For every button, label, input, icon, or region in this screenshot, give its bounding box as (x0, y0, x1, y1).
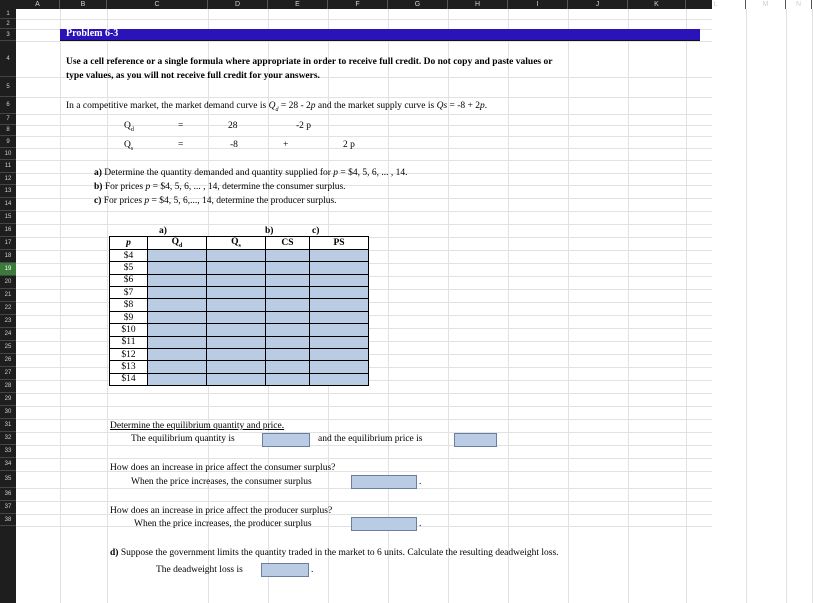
row-header-17[interactable]: 17 (0, 237, 16, 250)
row-header-21[interactable]: 21 (0, 289, 16, 302)
row-header-16[interactable]: 16 (0, 224, 16, 237)
column-header-g[interactable]: G (388, 0, 448, 9)
ps-input-cell[interactable] (310, 299, 369, 311)
qd-intercept-cell[interactable]: 28 (228, 121, 238, 131)
qd-symbol: $Q_d$ (124, 121, 134, 133)
row-header-29[interactable]: 29 (0, 393, 16, 406)
row-header-18[interactable]: 18 (0, 250, 16, 263)
grid-row-line (16, 97, 712, 98)
equilibrium-price-text: and the equilibrium price is (318, 434, 423, 444)
equilibrium-quantity-text: The equilibrium quantity is (131, 434, 235, 444)
column-header-d[interactable]: D (208, 0, 268, 9)
column-header-m[interactable]: M (746, 0, 786, 9)
grid-row-line (16, 445, 712, 446)
qs-input-cell[interactable] (207, 336, 266, 348)
dwl-text: The deadweight loss is (156, 565, 243, 575)
qd-input-cell[interactable] (148, 262, 207, 274)
intro-text-b: = 28 - 2 (278, 101, 311, 111)
price-cell[interactable]: $10 (110, 324, 148, 336)
row-header-bar (0, 9, 16, 603)
row-header-22[interactable]: 22 (0, 302, 16, 315)
table-row (110, 249, 369, 261)
grid-row-line (16, 458, 712, 459)
dwl-period: . (311, 565, 314, 575)
row-header-15[interactable]: 15 (0, 211, 16, 224)
row-header-37[interactable]: 37 (0, 501, 16, 514)
grid-row-line (16, 41, 712, 42)
header-qs: $Q_s$ (207, 237, 266, 250)
row-header-1[interactable]: 1 (0, 9, 16, 19)
header-ps: PS (310, 237, 369, 250)
grid-row-line (16, 224, 712, 225)
row-header-5[interactable]: 5 (0, 77, 16, 97)
price-cell[interactable]: $12 (110, 349, 148, 361)
intro-qs: Qs (436, 101, 448, 111)
ps-input-cell[interactable] (310, 373, 369, 385)
row-header-6[interactable]: 6 (0, 97, 16, 114)
grid-row-line (16, 148, 712, 149)
qd-slope-cell[interactable]: -2 p (296, 121, 312, 131)
qd-input-cell[interactable] (148, 311, 207, 323)
row-header-2[interactable]: 2 (0, 19, 16, 29)
qs-input-cell[interactable] (207, 324, 266, 336)
ps-input-cell[interactable] (310, 311, 369, 323)
qs-input-cell[interactable] (207, 274, 266, 286)
ps-input-cell[interactable] (310, 336, 369, 348)
problem-title: Problem 6-3 (66, 28, 119, 39)
table-row (110, 373, 369, 385)
qs-input-cell[interactable] (207, 287, 266, 299)
ps-input-cell[interactable] (310, 324, 369, 336)
cs-input-cell[interactable] (266, 274, 310, 286)
cs-input-cell[interactable] (266, 262, 310, 274)
row-header-14[interactable]: 14 (0, 198, 16, 211)
ps-answer-input[interactable] (351, 517, 417, 531)
intro-p1: p (310, 101, 316, 111)
instructions-line-1: Use a cell reference or a single formula where appropriate in order to receive full credit. Do not copy and paste values or (66, 57, 553, 67)
cs-input-cell[interactable] (266, 249, 310, 261)
title-bar (60, 29, 700, 41)
grid-row-line (16, 114, 712, 115)
price-cell[interactable]: $8 (110, 299, 148, 311)
qd-input-cell[interactable] (148, 336, 207, 348)
column-header-c[interactable]: C (107, 0, 208, 9)
intro-text-e: . (484, 101, 488, 111)
column-header-j[interactable]: J (568, 0, 628, 9)
ps-input-cell[interactable] (310, 287, 369, 299)
row-header-38[interactable]: 38 (0, 514, 16, 526)
cs-input-cell[interactable] (266, 299, 310, 311)
table-row (110, 311, 369, 323)
intro-qd-sub: d (275, 106, 279, 113)
grid-row-line (16, 406, 712, 407)
row-header-33[interactable]: 33 (0, 445, 16, 458)
qs-equals: = (178, 140, 184, 150)
qd-input-cell[interactable] (148, 324, 207, 336)
grid-row-line (16, 136, 712, 137)
dwl-input[interactable] (261, 563, 309, 577)
table-row (110, 324, 369, 336)
row-header-12[interactable]: 12 (0, 173, 16, 185)
qd-input-cell[interactable] (148, 287, 207, 299)
intro-text-d: = -8 + 2 (447, 101, 481, 111)
price-cell[interactable]: $5 (110, 262, 148, 274)
row-header-19[interactable]: 19 (0, 263, 16, 276)
grid-row-line (16, 211, 712, 212)
price-cell[interactable]: $7 (110, 287, 148, 299)
ps-period: . (419, 519, 422, 529)
qs-intercept-cell[interactable]: -8 (230, 140, 238, 150)
ps-input-cell[interactable] (310, 349, 369, 361)
qs-input-cell[interactable] (207, 349, 266, 361)
qd-equals: = (178, 121, 184, 131)
row-header-10[interactable]: 10 (0, 148, 16, 160)
equilibrium-price-input[interactable] (454, 433, 497, 447)
header-p: p (110, 237, 148, 250)
cs-input-cell[interactable] (266, 361, 310, 373)
grid-row-line (16, 125, 712, 126)
price-cell[interactable]: $14 (110, 373, 148, 385)
group-label-b: b) (265, 226, 274, 236)
grid-row-line (16, 393, 712, 394)
row-header-31[interactable]: 31 (0, 419, 16, 432)
column-header-n[interactable]: N (786, 0, 812, 9)
cs-question: How does an increase in price affect the consumer surplus? (110, 463, 336, 473)
grid-row-line (16, 501, 712, 502)
cs-answer-input[interactable] (351, 475, 417, 489)
grid-column-line (746, 9, 747, 603)
table-row (110, 349, 369, 361)
cs-input-cell[interactable] (266, 373, 310, 385)
intro-p2: p (480, 101, 485, 111)
qs-symbol: $Q_s$ (124, 140, 134, 152)
price-cell[interactable]: $13 (110, 361, 148, 373)
row-header-20[interactable]: 20 (0, 276, 16, 289)
table-row (110, 274, 369, 286)
equilibrium-quantity-input[interactable] (262, 433, 310, 447)
group-label-a: a) (159, 226, 167, 236)
column-header-h[interactable]: H (448, 0, 508, 9)
row-header-7[interactable]: 7 (0, 114, 16, 125)
price-cell[interactable]: $11 (110, 336, 148, 348)
qs-input-cell[interactable] (207, 361, 266, 373)
intro-line (66, 101, 487, 113)
row-header-27[interactable]: 27 (0, 367, 16, 380)
group-label-c: c) (312, 226, 320, 236)
qd-input-cell[interactable] (148, 299, 207, 311)
row-header-8[interactable]: 8 (0, 125, 16, 136)
intro-text-c: and the market supply curve is (315, 101, 437, 111)
column-header-i[interactable]: I (508, 0, 568, 9)
table-row (110, 336, 369, 348)
row-header-13[interactable]: 13 (0, 185, 16, 198)
qd-input-cell[interactable] (148, 373, 207, 385)
grid-row-line (16, 19, 712, 20)
cs-answer-text: When the price increases, the consumer surplus (131, 477, 312, 487)
qs-input-cell[interactable] (207, 299, 266, 311)
row-header-34[interactable]: 34 (0, 458, 16, 471)
cs-period: . (419, 477, 422, 487)
cs-input-cell[interactable] (266, 324, 310, 336)
row-header-36[interactable]: 36 (0, 488, 16, 501)
header-qd: $Q_d$ (148, 237, 207, 250)
question-a: a) Determine the quantity demanded and quantity supplied for p = $4, 5, 6, ... , 14. (94, 168, 408, 178)
ps-input-cell[interactable] (310, 361, 369, 373)
qs-input-cell[interactable] (207, 262, 266, 274)
intro-qd: Q (268, 101, 276, 111)
row-header-3[interactable]: 3 (0, 29, 16, 41)
ps-input-cell[interactable] (310, 249, 369, 261)
grid-row-line (16, 432, 712, 433)
column-header-a[interactable]: A (16, 0, 60, 9)
cs-input-cell[interactable] (266, 311, 310, 323)
ps-question: How does an increase in price affect the producer surplus? (110, 506, 333, 516)
qs-slope-cell[interactable]: 2 p (343, 140, 355, 150)
column-header-l[interactable]: L (686, 0, 746, 9)
question-d: d) Suppose the government limits the quantity traded in the market to 6 units. Calculate the resulting deadweight loss. (110, 548, 559, 558)
cs-input-cell[interactable] (266, 287, 310, 299)
question-c: c) For prices p = $4, 5, 6,..., 14, determine the producer surplus. (94, 196, 337, 206)
header-cs: CS (266, 237, 310, 250)
cs-input-cell[interactable] (266, 336, 310, 348)
ps-answer-text: When the price increases, the producer surplus (134, 519, 312, 529)
row-header-23[interactable]: 23 (0, 315, 16, 328)
row-header-26[interactable]: 26 (0, 354, 16, 367)
qd-input-cell[interactable] (148, 361, 207, 373)
surplus-table (109, 236, 369, 386)
price-cell[interactable]: $4 (110, 249, 148, 261)
row-header-32[interactable]: 32 (0, 432, 16, 445)
price-cell[interactable]: $9 (110, 311, 148, 323)
qd-input-cell[interactable] (148, 349, 207, 361)
qs-input-cell[interactable] (207, 373, 266, 385)
qd-input-cell[interactable] (148, 249, 207, 261)
row-header-28[interactable]: 28 (0, 380, 16, 393)
row-header-4[interactable]: 4 (0, 41, 16, 77)
table-row (110, 287, 369, 299)
ps-input-cell[interactable] (310, 274, 369, 286)
table-row (110, 361, 369, 373)
qs-input-cell[interactable] (207, 311, 266, 323)
equilibrium-heading: Determine the equilibrium quantity and price. (110, 421, 285, 431)
cs-input-cell[interactable] (266, 349, 310, 361)
table-row (110, 262, 369, 274)
instructions-line-2: type values, as you will not receive full credit for your answers. (66, 71, 320, 81)
grid-column-line (786, 9, 787, 603)
grid-row-line (16, 419, 712, 420)
column-header-bar (0, 0, 802, 9)
row-header-30[interactable]: 30 (0, 406, 16, 419)
qd-input-cell[interactable] (148, 274, 207, 286)
table-header-row (110, 237, 369, 250)
row-header-24[interactable]: 24 (0, 328, 16, 341)
qs-plus: + (283, 140, 289, 150)
qs-input-cell[interactable] (207, 249, 266, 261)
price-cell[interactable]: $6 (110, 274, 148, 286)
row-header-35[interactable]: 35 (0, 471, 16, 488)
row-header-25[interactable]: 25 (0, 341, 16, 354)
question-b: b) For prices p = $4, 5, 6, ... , 14, determine the consumer surplus. (94, 182, 346, 192)
row-header-9[interactable]: 9 (0, 136, 16, 148)
column-header-e[interactable]: E (268, 0, 328, 9)
intro-text-a: In a competitive market, the market demand curve is (66, 101, 269, 111)
column-header-k[interactable]: K (628, 0, 686, 9)
table-row (110, 299, 369, 311)
column-header-f[interactable]: F (328, 0, 388, 9)
column-header-b[interactable]: B (60, 0, 107, 9)
row-header-11[interactable]: 11 (0, 160, 16, 173)
grid-row-line (16, 160, 712, 161)
ps-input-cell[interactable] (310, 262, 369, 274)
